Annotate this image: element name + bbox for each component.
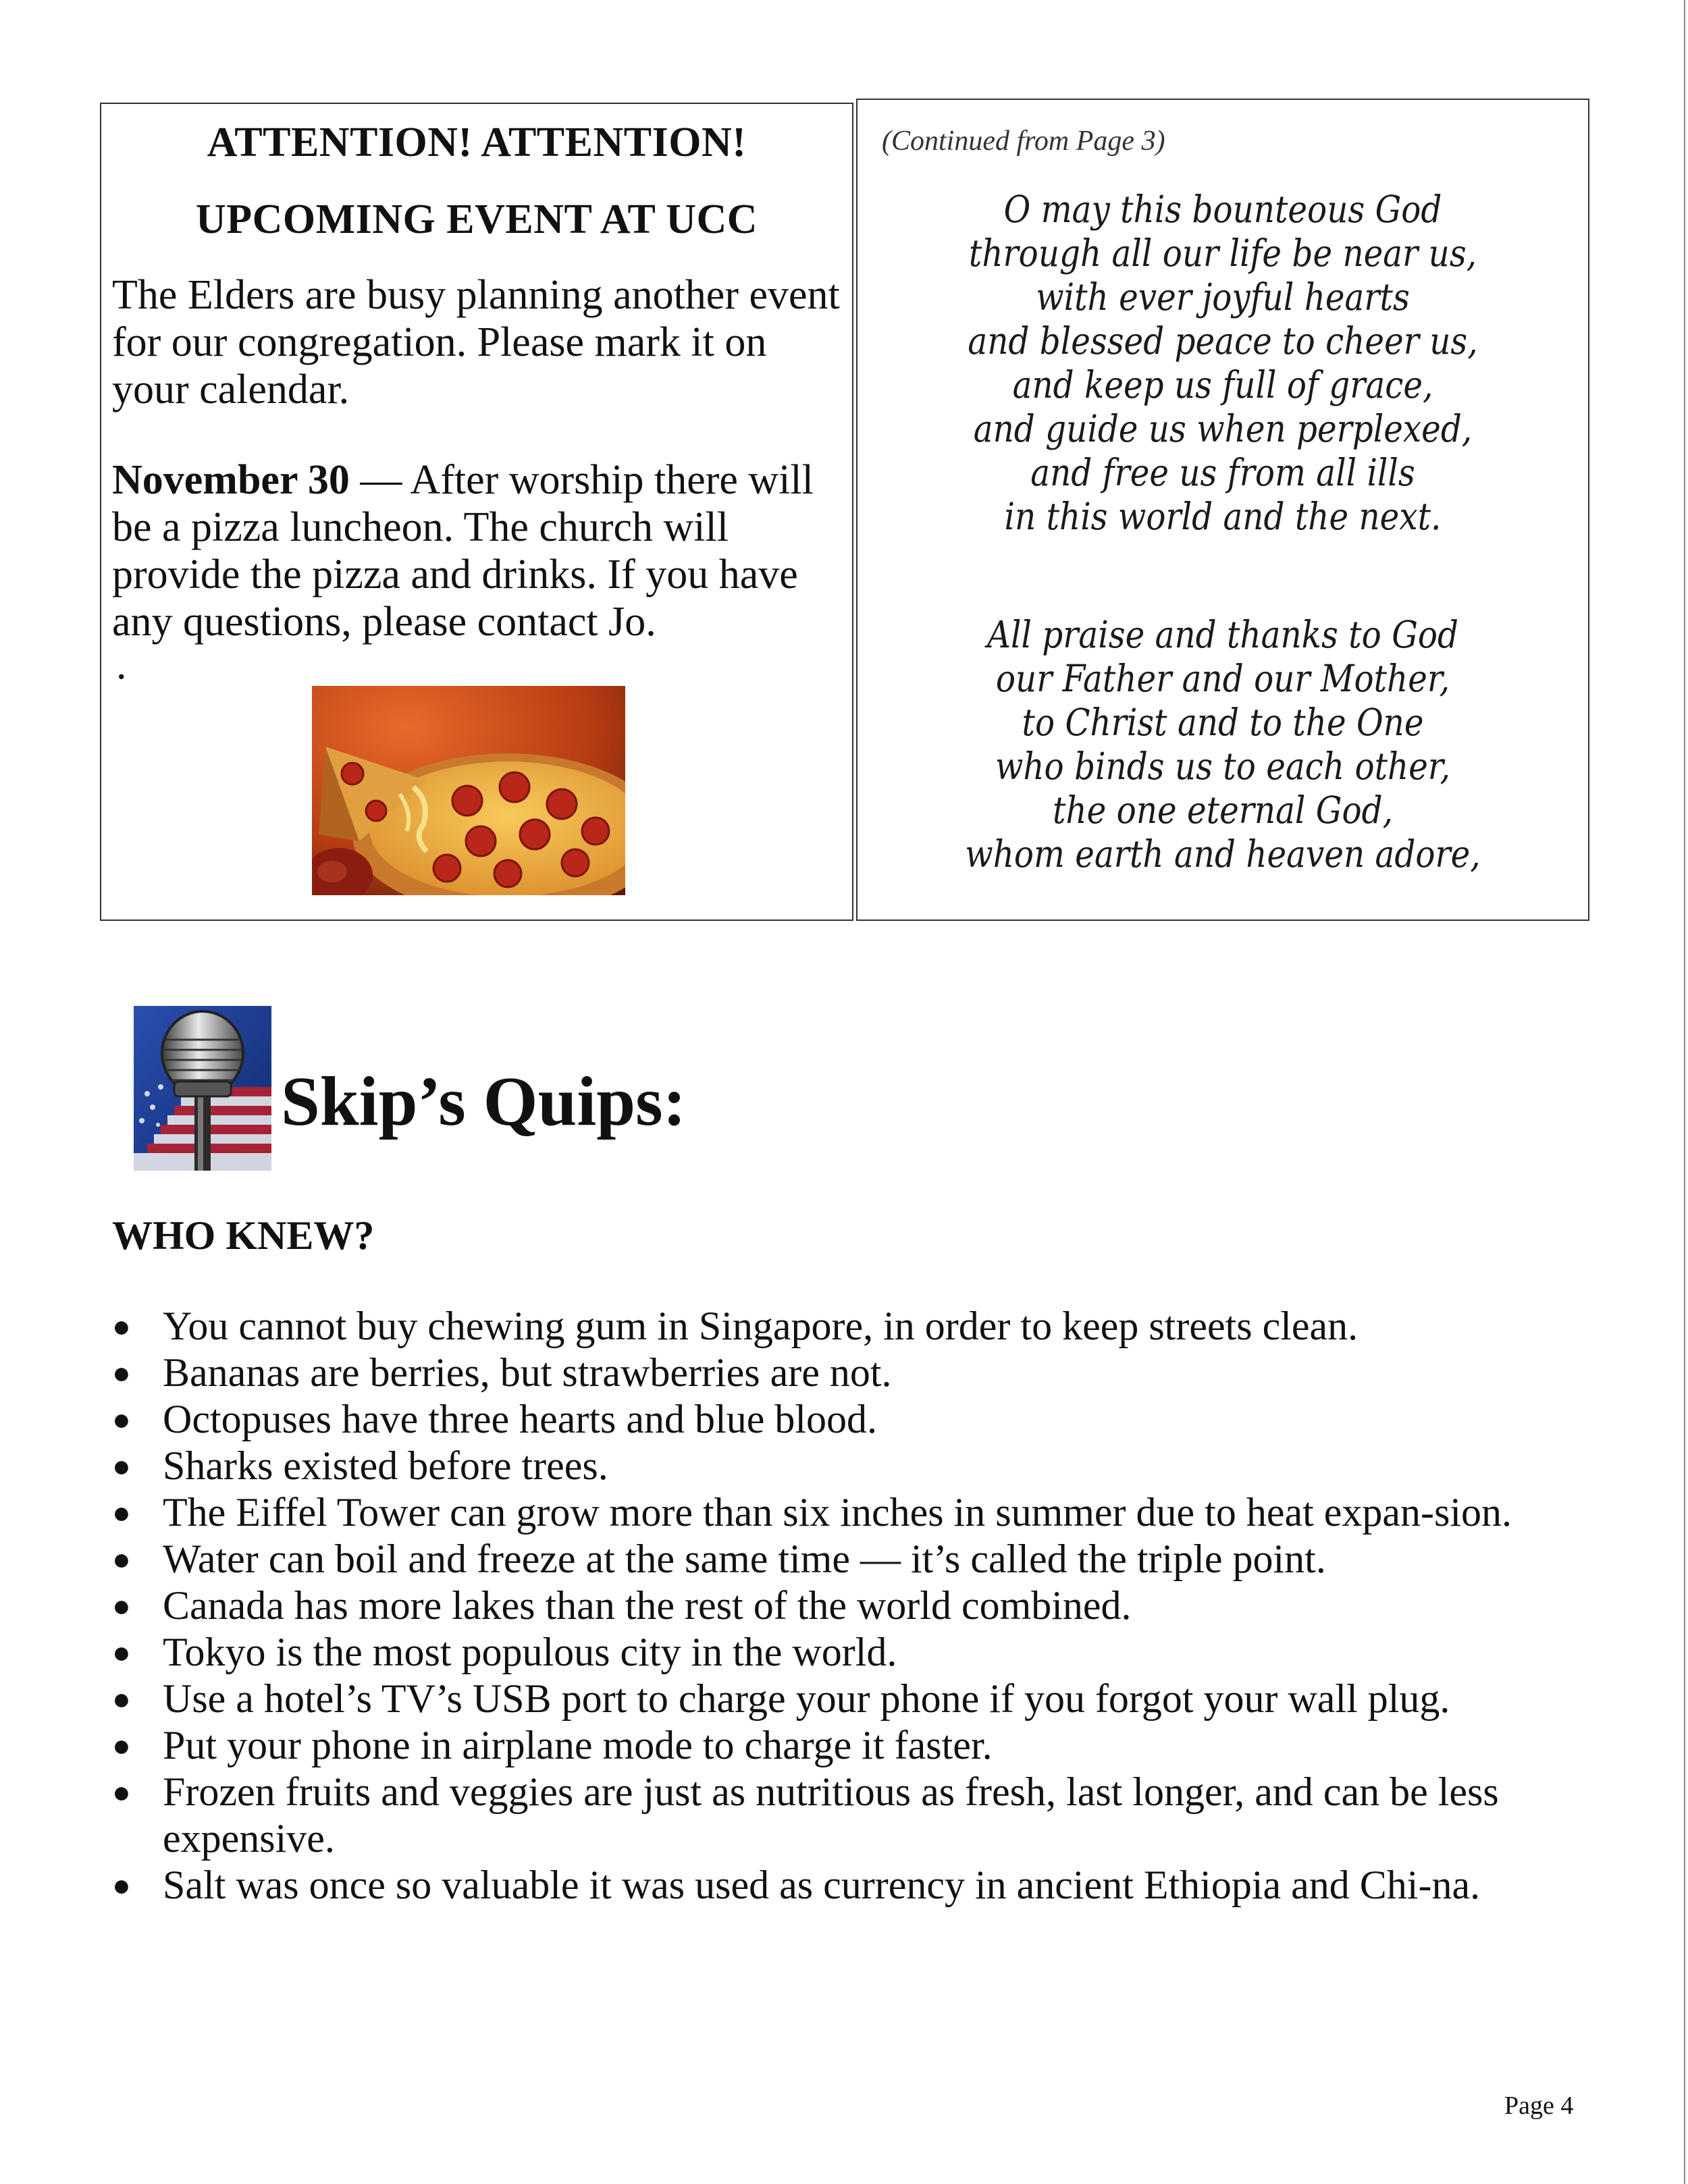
bullet-icon: ● [112, 1402, 131, 1437]
fact-item [0, 1862, 1581, 1909]
hymn-stanza-2 [901, 613, 1544, 876]
fact-item [0, 1396, 1581, 1443]
fact-text: Frozen fruits and veggies are just as nutritious as fresh, last longer, and can be less expensive. [163, 1769, 1499, 1861]
hymn-line: and guide us when perplexed, [973, 407, 1473, 450]
continued-note: (Continued from Page 3) [882, 126, 1165, 157]
fact-text: Water can boil and freeze at the same time — it’s called the triple point. [163, 1537, 1326, 1581]
hymn-line: who binds us to each other, [995, 745, 1451, 788]
fact-item [0, 1443, 1581, 1489]
event-date: November 30 [112, 457, 350, 503]
who-knew-heading: WHO KNEW? [112, 1213, 375, 1258]
bullet-icon: ● [112, 1356, 131, 1390]
bullet-icon: ● [112, 1775, 131, 1809]
fact-text: Use a hotel’s TV’s USB port to charge your phone if you forgot your wall plug. [163, 1676, 1450, 1721]
fact-text: Tokyo is the most populous city in the world. [163, 1630, 897, 1674]
fact-item [0, 1769, 1581, 1862]
bullet-icon: ● [112, 1868, 131, 1902]
bullet-icon: ● [112, 1728, 131, 1763]
facts-list [0, 1303, 1688, 1909]
hymn-line: with ever joyful hearts [1036, 275, 1410, 319]
upcoming-event-heading: UPCOMING EVENT AT UCC [195, 196, 758, 242]
fact-item [0, 1350, 1581, 1396]
fact-text: Put your phone in airplane mode to charge it faster. [163, 1723, 993, 1767]
bullet-icon: ● [112, 1542, 131, 1576]
hymn-line: and blessed peace to cheer us, [968, 319, 1478, 363]
hymn-line: All praise and thanks to God [987, 613, 1458, 656]
stray-period: . [116, 642, 127, 688]
hymn-line: whom earth and heaven adore, [965, 832, 1481, 876]
bullet-icon: ● [112, 1682, 131, 1716]
fact-item [0, 1582, 1581, 1629]
fact-item [0, 1629, 1581, 1676]
hymn-stanza-1 [901, 188, 1544, 539]
hymn-line: and keep us full of grace, [1012, 363, 1433, 406]
pizza-image [312, 686, 625, 895]
hymn-line: and free us from all ills [1030, 451, 1415, 494]
fact-item [0, 1536, 1581, 1582]
fact-text: You cannot buy chewing gum in Singapore, in order to keep streets clean. [163, 1304, 1359, 1348]
hymn-line: the one eternal God, [1053, 789, 1393, 832]
hymn-line: our Father and our Mother, [995, 657, 1450, 700]
microphone-image [134, 1006, 271, 1171]
event-details-text: — After worship there will be a pizza luncheon. The church will provide the pizza and drinks. If you have any questions, please contact Jo. [112, 457, 814, 645]
page-number: Page 4 [1504, 2092, 1574, 2120]
fact-text: Bananas are berries, but strawberries are not. [163, 1350, 892, 1395]
skips-quips-title: Skip’s Quips: [281, 1063, 687, 1140]
fact-item [0, 1489, 1581, 1536]
event-details-paragraph [112, 456, 848, 645]
fact-text: Canada has more lakes than the rest of the world combined. [163, 1583, 1132, 1628]
fact-item [0, 1722, 1581, 1769]
attention-heading: ATTENTION! ATTENTION! [207, 119, 747, 165]
continued-hymn-box [856, 99, 1589, 921]
fact-text: Salt was once so valuable it was used as currency in ancient Ethiopia and Chi-na. [163, 1863, 1481, 1907]
bullet-icon: ● [112, 1309, 131, 1343]
hymn-line: O may this bounteous God [1003, 188, 1442, 231]
bullet-icon: ● [112, 1495, 131, 1530]
hymn-line: to Christ and to the One [1022, 701, 1424, 744]
fact-text: Octopuses have three hearts and blue blood. [163, 1397, 877, 1441]
bullet-icon: ● [112, 1449, 131, 1483]
upcoming-event-box [100, 103, 853, 921]
event-intro-paragraph: The Elders are busy planning another event for our congregation. Please mark it on your calendar. [112, 272, 840, 412]
bullet-icon: ● [112, 1589, 131, 1623]
bullet-icon: ● [112, 1635, 131, 1670]
hymn-line: in this world and the next. [1004, 495, 1442, 538]
fact-item [0, 1676, 1581, 1722]
fact-item [0, 1303, 1581, 1350]
fact-text: Sharks existed before trees. [163, 1443, 608, 1488]
hymn-line: through all our life be near us, [968, 232, 1477, 275]
fact-text: The Eiffel Tower can grow more than six inches in summer due to heat expan-sion. [163, 1490, 1512, 1535]
